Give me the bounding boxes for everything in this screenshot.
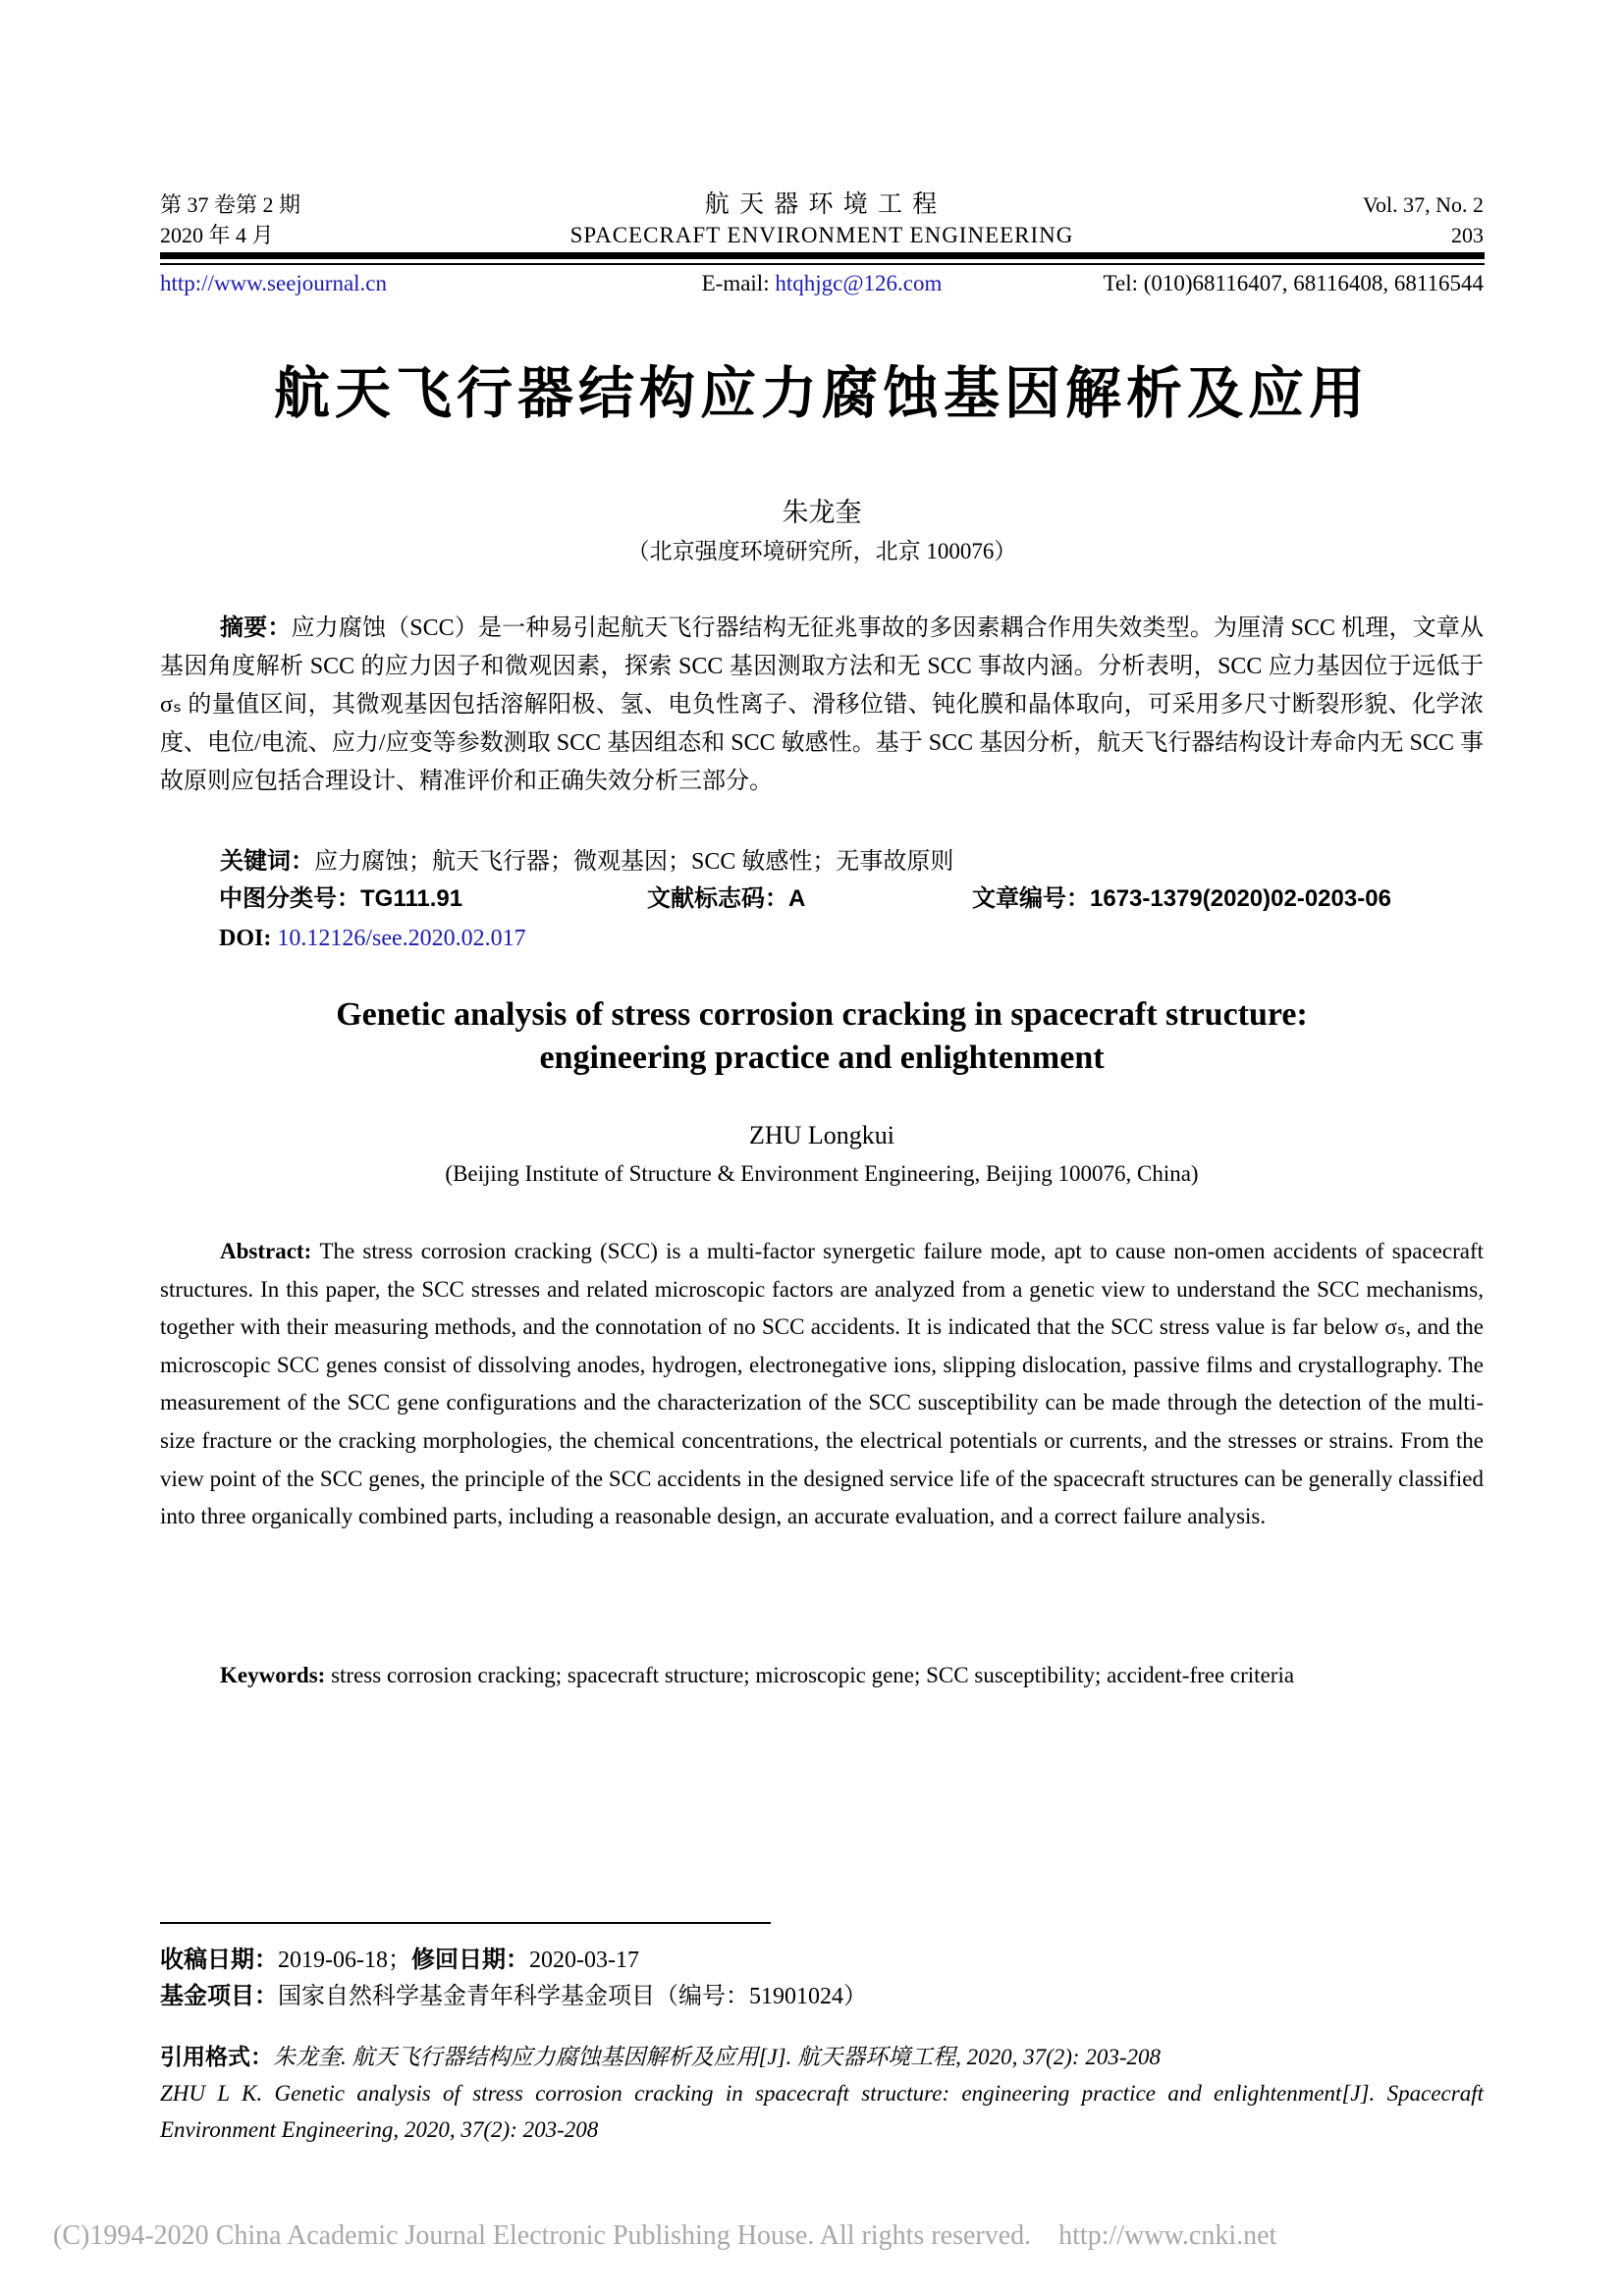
doc-code-label: 文献标志码： bbox=[647, 885, 788, 912]
journal-email-link[interactable]: htqhjgc@126.com bbox=[775, 271, 943, 295]
affiliation-cn: （北京强度环境研究所，北京 100076） bbox=[626, 539, 1017, 563]
abstract-cn bbox=[160, 609, 1484, 801]
page-number: 203 bbox=[1451, 223, 1484, 247]
abstract-label-en: Abstract: bbox=[220, 1239, 320, 1263]
doi-row bbox=[160, 922, 1484, 955]
footnote-rule bbox=[160, 1922, 771, 1924]
journal-website-link[interactable]: http://www.seejournal.cn bbox=[160, 271, 388, 295]
revised-label: 修回日期： bbox=[410, 1947, 529, 1973]
abstract-text-cn: 应力腐蚀（SCC）是一种易引起航天飞行器结构无征兆事故的多因素耦合作用失效类型。为厘清 SCC 机理，文章从基因角度解析 SCC 的应力因子和微观因素，探索 SCC 基因测取方法和无 SCC 事故内涵。分析表明，SCC 应力基因位于远低于 σₛ 的量值区间，其微观基因包括溶解阳极、氢、电负性离子、滑移位错、钝化膜和晶体取向，可采用多尺寸断裂形貌、化学浓度、电位/电流、应力/应变等参数测取 SCC 基因组态和 SCC 敏感性。基于 SCC 基因分析，航天飞行器结构设计寿命内无 SCC 事故原则应包括合理设计、精准评价和正确失效分析三部分。 bbox=[160, 615, 1485, 794]
author-cn: 朱龙奎 bbox=[782, 498, 862, 527]
citation-line-cn bbox=[160, 2039, 1484, 2075]
email-cell bbox=[702, 271, 943, 296]
citation-block bbox=[160, 2039, 1484, 2148]
citation-label: 引用格式： bbox=[160, 2044, 273, 2069]
email-label: E-mail: bbox=[701, 271, 776, 295]
citation-text-cn: 朱龙奎. 航天飞行器结构应力腐蚀基因解析及应用[J]. 航天器环境工程, 2020, 37(2): 203-208 bbox=[273, 2045, 1161, 2069]
journal-contact-row bbox=[160, 271, 1484, 296]
issue-date: 2020 年 4 月 bbox=[160, 223, 274, 247]
issue-number: 第 37 卷第 2 期 bbox=[160, 192, 301, 217]
article-title-cn: 航天飞行器结构应力腐蚀基因解析及应用 bbox=[274, 363, 1370, 425]
journal-name-en: SPACECRAFT ENVIRONMENT ENGINEERING bbox=[569, 223, 1074, 247]
header-rule-thin bbox=[160, 263, 1485, 265]
funding-label: 基金项目： bbox=[160, 1983, 278, 2009]
abstract-label-cn: 摘要： bbox=[220, 614, 292, 641]
article-id-value: 1673-1379(2020)02-0203-06 bbox=[1090, 885, 1391, 912]
article-id-segment bbox=[972, 882, 1391, 916]
keywords-text-en: stress corrosion cracking; spacecraft structure; microscopic gene; SCC susceptibility; accident-free criteria bbox=[331, 1663, 1295, 1687]
volume-number: Vol. 37, No. 2 bbox=[1362, 192, 1484, 217]
article-title-en-line1: Genetic analysis of stress corrosion cracking in spacecraft structure: bbox=[336, 996, 1308, 1033]
tel-text: Tel: (010)68116407, 68116408, 68116544 bbox=[1103, 271, 1484, 295]
clc-label: 中图分类号： bbox=[219, 885, 360, 912]
citation-text-en: ZHU L K. Genetic analysis of stress corrosion cracking in spacecraft structure: engineering practice and enlightenment[J]. Spacecraft Environment Engineering, 2020, 37(2): 203-208 bbox=[160, 2081, 1484, 2142]
keywords-cn bbox=[160, 842, 1484, 881]
abstract-text-en: The stress corrosion cracking (SCC) is a multi-factor synergetic failure mode, apt to cause non-omen accidents of spacecraft structures. In this paper, the SCC stresses and related microscopic factors are analyzed from a genetic view to understand the SCC mechanisms, together with their measuring methods, and the connotation of no SCC accidents. It is indicated that the SCC stress value is far below σₛ, and the microscopic SCC genes consist of dissolving anodes, hydrogen, electronegative ions, slipping dislocation, passive films and crystallography. The measurement of the SCC gene configurations and the characterization of the SCC susceptibility can be made through the detection of the multi-size fracture or the cracking morphologies, the chemical concentrations, the electrical potentials or currents, and the stresses or strains. From the view point of the SCC genes, the principle of the SCC accidents in the designed service life of the spacecraft structures can be generally classified into three organically combined parts, including a reasonable design, an accurate evaluation, and a correct failure analysis. bbox=[160, 1239, 1485, 1529]
issue-block bbox=[160, 189, 570, 250]
keywords-label-en: Keywords: bbox=[220, 1663, 332, 1687]
watermark-text: (C)1994-2020 China Academic Journal Electronic Publishing House. All rights reserved. bbox=[53, 2220, 1032, 2251]
keywords-text-cn: 应力腐蚀；航天飞行器；微观基因；SCC 敏感性；无事故原则 bbox=[314, 849, 954, 875]
volume-block bbox=[1073, 189, 1484, 250]
header-rule-thick bbox=[160, 252, 1485, 259]
clc-value: TG111.91 bbox=[360, 885, 463, 912]
doi-label: DOI: bbox=[219, 926, 278, 951]
journal-name-block bbox=[570, 189, 1074, 250]
abstract-en bbox=[160, 1233, 1484, 1536]
article-title-en-line2: engineering practice and enlightenment bbox=[539, 1040, 1105, 1076]
cnki-watermark bbox=[53, 2219, 1585, 2253]
doc-code-value: A bbox=[788, 885, 806, 912]
article-title-en bbox=[160, 993, 1484, 1080]
affiliation-en: (Beijing Institute of Structure & Environment Engineering, Beijing 100076, China) bbox=[445, 1161, 1199, 1186]
journal-running-head bbox=[160, 189, 1484, 250]
keywords-en bbox=[160, 1657, 1484, 1695]
funding-value: 国家自然科学基金青年科学基金项目（编号：51901024） bbox=[278, 1984, 867, 2009]
journal-name-cn: 航 天 器 环 境 工 程 bbox=[704, 191, 940, 218]
revised-value: 2020-03-17 bbox=[528, 1948, 639, 1973]
website-cell bbox=[160, 271, 702, 296]
classification-row bbox=[160, 882, 1484, 916]
received-row bbox=[160, 1944, 1484, 1977]
clc-segment bbox=[219, 882, 462, 916]
received-value: 2019-06-18； bbox=[278, 1948, 411, 1973]
keywords-label-cn: 关键词： bbox=[220, 848, 314, 875]
author-en: ZHU Longkui bbox=[748, 1121, 895, 1149]
funding-row bbox=[160, 1980, 1484, 2013]
cnki-url: http://www.cnki.net bbox=[1058, 2220, 1277, 2251]
article-id-label: 文章编号： bbox=[972, 885, 1090, 912]
doc-code-segment bbox=[647, 882, 805, 916]
doi-link[interactable]: 10.12126/see.2020.02.017 bbox=[277, 926, 526, 951]
received-label: 收稿日期： bbox=[160, 1947, 278, 1973]
doi-inner bbox=[219, 926, 526, 951]
